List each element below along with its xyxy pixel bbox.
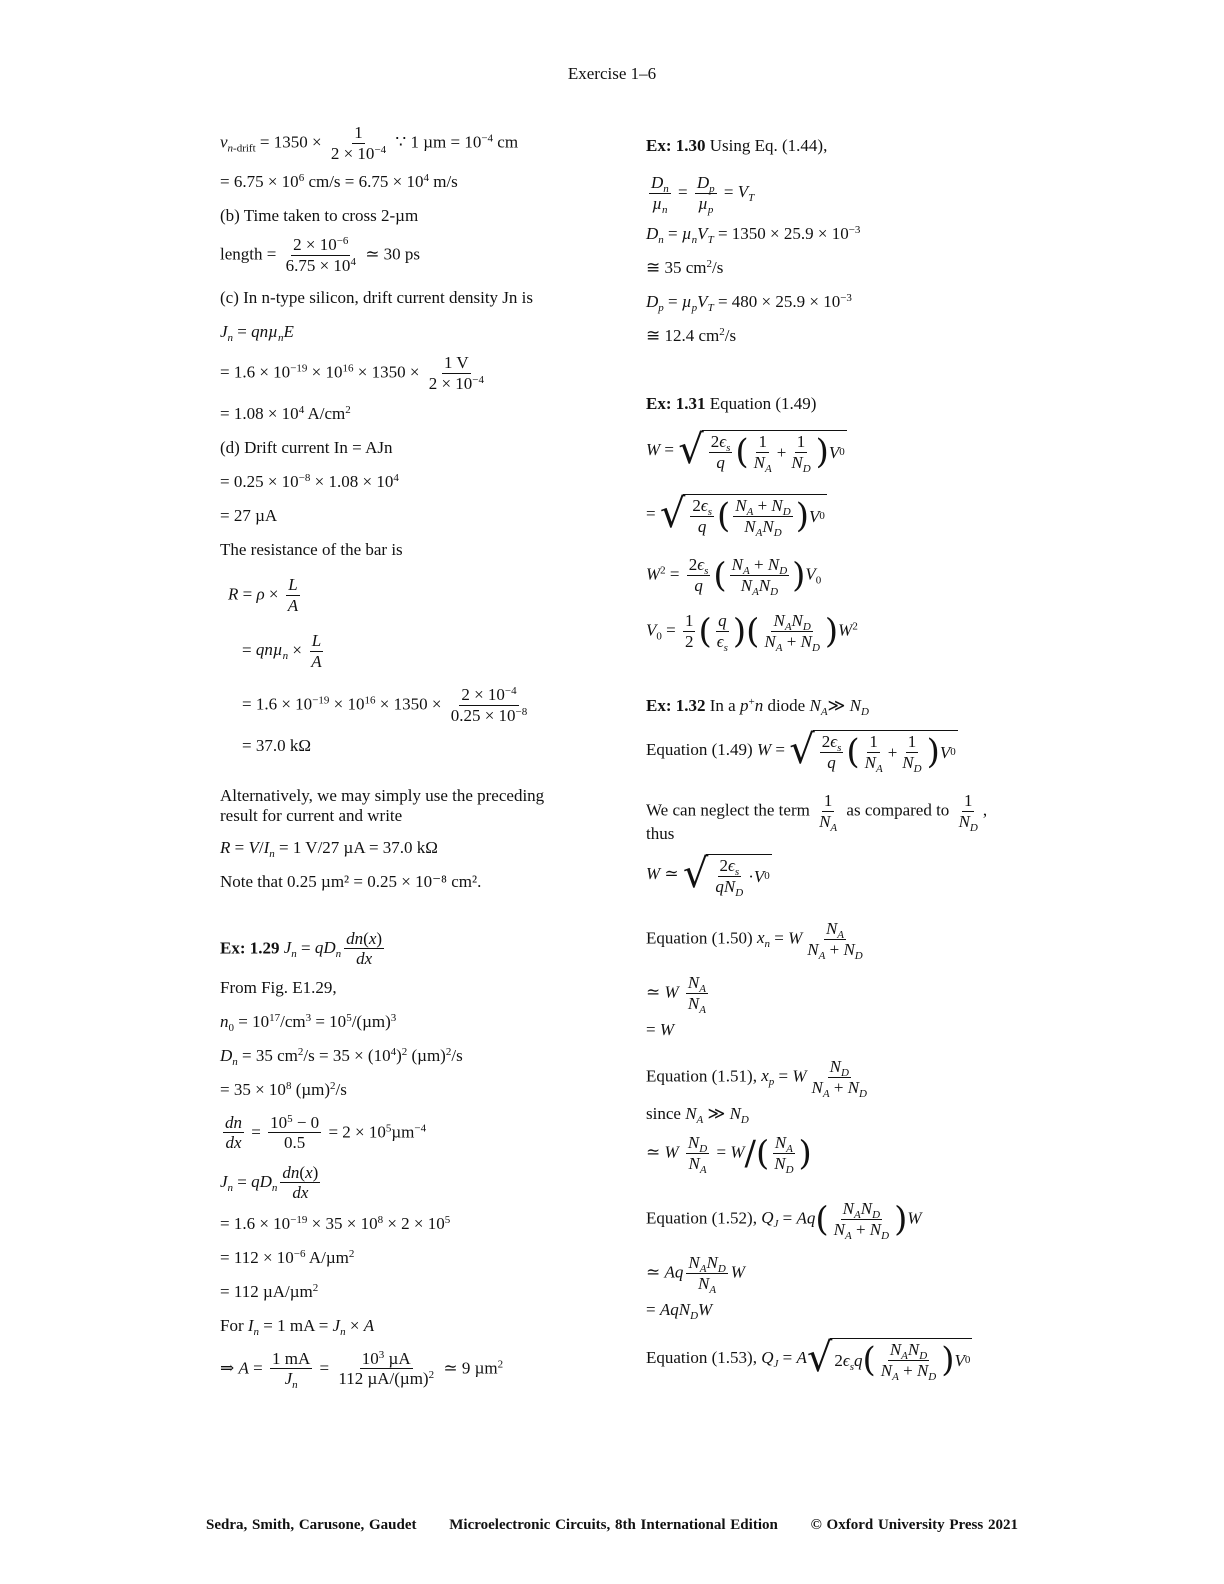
equation-w: W = √ $\frac{2\epsilon_s}{q}$ ( $\frac{1}{N_A}$ + $\frac{1}{N_D}$ ) V 0 [646, 427, 845, 475]
footer-book: Microelectronic Circuits, 8th International Edition [449, 1517, 778, 1533]
footer-publisher: © Oxford University Press 2021 [810, 1517, 1018, 1533]
ex-1-30-heading [646, 124, 1026, 174]
equation-dn-result: = $35 \times 10^8$ $(\mu m)^2/s$ [220, 1079, 347, 1099]
equation-jn-diffusion-value: = $1.6 \times 10^{-19} \times 35 \times 10^8 \times 2 \times 10^5$ [220, 1213, 451, 1233]
equation-length: length = $\frac{2 \times 10^{-6}}{6.75 \times 10^4}$ ≃ 30 ps [220, 235, 421, 275]
part-d-label: (d) Drift current In = AJn [220, 438, 393, 457]
ex-1-32-label: Ex: 1.32 [646, 696, 706, 715]
note-text: Note that 0.25 µm² = 0.25 × 10⁻⁸ cm². [220, 871, 482, 891]
equation-w-approx: W ≃ √ $\frac{2\epsilon_s}{qN_D}$ · V 0 [646, 851, 770, 899]
equation-w-squared: $W^2$ = $\frac{2\epsilon_s}{q}$ ( $\frac{N_A + N_D}{N_AN_D}$ )$V_0$ [646, 555, 822, 598]
ex-1-30-label: Ex: 1.30 [646, 136, 706, 155]
equation-jn-diffusion: $J_n = qD_n$ $\frac{dn(x)}{dx}$ [220, 1162, 319, 1203]
equation-qj-result: = AqN$_D$W [646, 1300, 713, 1322]
equation-qj-approx: ≃ Aq $\frac{N_AN_D}{N_A}$ W [646, 1253, 745, 1296]
equation-dp-approx: ≅ 12.4 $cm^2/s$ [646, 326, 737, 345]
since-line: since $N_A$ ≫ $N_D$ [646, 1104, 749, 1126]
equation-n0: $n_0 = 10^{17}/cm^3 = 10^5/(\mu m)^3$ [220, 1011, 397, 1034]
equation-gradient: $\frac{dn}{dx}$ = $\frac{10^5 - 0}{0.5}$ = $2 \times 10^5\mu m^{-4}$ [225, 1112, 427, 1153]
alternative-text-1: Alternatively, we may simply use the preceding [220, 786, 545, 805]
equation-v0: $V_0$ = $\frac{1}{2}$ ( $\frac{q}{\epsilon_s}$ )( $\frac{N_AN_D}{N_A + N_D}$ )$W^2$ [646, 611, 858, 654]
footer-authors: Sedra, Smith, Carusone, Gaudet [205, 1517, 417, 1533]
equation-area: ⇒ A = $\frac{1 mA}{J_n}$ = $\frac{10^3 \mu A}{112 \mu A/(\mu m)^2}$ ≃ 9 µm$^2$ [220, 1348, 504, 1392]
equation-dn: $D_n = 35$ $cm^2/s = 35 \times (10^4)^2$ $(\mu m)^2/s$ [220, 1045, 463, 1068]
equation-r-qn: = qnµ$_n$ × $\frac{L}{A}$ [242, 631, 322, 671]
left-column [220, 124, 620, 1400]
equation-v-drift: $v_{n-drift} = 1350$ × $\frac{1}{2 \times 10^{-4}}$ ∵ 1 $\mu m = 10^{-4}$ cm [220, 123, 519, 163]
footer [0, 1517, 1224, 1534]
equation-drift-result: = $6.75 \times 10^6$ $cm/s = 6.75 \times 10^4$ m/s [220, 172, 458, 191]
right-column [646, 124, 1026, 1392]
equation-dn-approx: ≅ 35 $cm^2/s$ [646, 258, 724, 277]
resistance-intro: The resistance of the bar is [220, 540, 403, 559]
ex-1-31-label: Ex: 1.31 [646, 394, 706, 413]
equation-1-53: Equation (1.53), $Q_J = A$ √ 2 $\epsilon_sq$ ( $\frac{N_AN_D}{N_A + N_D}$ ) V 0 [646, 1335, 971, 1383]
equation-r-value: = $1.6 \times 10^{-19} \times 10^{16} \times 1350$ × $\frac{2 \times 10^{-4}}{0.25 \times 10^{-8}}$ [242, 685, 528, 725]
equation-1-50: Equation (1.50) $x_n = W$ $\frac{N_A}{N_A + N_D}$ [646, 919, 863, 962]
equation-jn-value: = $1.6 \times 10^{-19} \times 10^{16} \times 1350$ × $\frac{1 V}{2 \times 10^{-4}}$ [220, 353, 484, 393]
part-c-label: (c) In n-type silicon, drift current density Jn is [220, 288, 534, 307]
equation-jn-diffusion-result-1: = $112 \times 10^{-6}$ A/µm$^2$ [220, 1247, 355, 1267]
ex-1-29-heading: Ex: 1.29 $J_n = qD_n$ $\frac{dn(x)}{dx}$ [220, 928, 383, 969]
equation-in-result: = 27 µA [220, 506, 278, 525]
equation-dp-vt: $D_p = \mu_pV_T = 480 \times 25.9 \times 10^{-3}$ [646, 292, 852, 314]
equation-jn-diffusion-result-2: = 112 µA/µm$^2$ [220, 1281, 319, 1301]
thus-text: thus [646, 824, 675, 843]
equation-1-52: Equation (1.52), $Q_J = Aq$( $\frac{N_AN_D}{N_A + N_D}$ )W [646, 1199, 922, 1242]
equation-r: R = ρ × $\frac{L}{A}$ [228, 575, 299, 615]
compared-text: as compared to [846, 800, 950, 820]
equation-xp-approx: ≃ W $\frac{N_D}{N_A}$ = W/( $\frac{N_A}{N_D}$ ) [646, 1133, 812, 1176]
equation-xn-result: = W [646, 1020, 675, 1039]
from-fig-text: From Fig. E1.29, [220, 977, 337, 997]
ex-1-30-text: Using Eq. (1.44), [709, 136, 828, 155]
equation-dn-vt: $D_n = \mu_nV_T = 1350 \times 25.9 \times 10^{-3}$ [646, 224, 861, 246]
ex-1-32-heading: Ex: 1.32 In a p+n diode $N_A≫$ $N_D$ [646, 696, 869, 718]
equation-jn-result: = $1.08 \times 10^4$ $A/cm^2$ [220, 404, 351, 423]
ex-1-31-heading [646, 394, 1026, 430]
equation-1-51: Equation (1.51), $x_p = W$ $\frac{N_D}{N_A + N_D}$ [646, 1057, 867, 1100]
equation-1-49: Equation (1.49) W = √ $\frac{2\epsilon_s}{q}$ ( $\frac{1}{N_A}$ + $\frac{1}{N_D}$ ) V 0 [646, 727, 956, 775]
neglect-line: We can neglect the term $\frac{1}{N_A}$ as compared to $\frac{1}{N_D}$ , [646, 791, 988, 834]
equation-xn-approx: ≃ W $\frac{N_A}{N_A}$ [646, 973, 706, 1016]
equation-for-in: For $I_n = 1$ mA = $J_n \times A$ [220, 1315, 375, 1338]
page-title: Exercise 1–6 [567, 64, 657, 83]
equation-r-result: = 37.0 kΩ [242, 736, 311, 755]
neglect-text: We can neglect the term [646, 800, 810, 820]
equation-jn: $J_n = qn\mu_nE$ [220, 322, 294, 344]
ex-1-31-text: Equation (1.49) [709, 394, 817, 413]
alternative-text-2: result for current and write [220, 805, 403, 825]
equation-r-alt: $R = V/I_n = 1$ V/27 µA = 37.0 kΩ [220, 837, 438, 860]
part-b-label: (b) Time taken to cross 2-µm [220, 206, 419, 225]
equation-einstein: $\frac{D_n}{\mu_n}$ = $\frac{D_p}{\mu_p}$ = $V_T$ [651, 173, 755, 216]
ex-1-29-label: Ex: 1.29 [220, 937, 280, 957]
equation-w-2: = √ $\frac{2\epsilon_s}{q}$ ( $\frac{N_A + N_D}{N_AN_D}$ ) V 0 [646, 491, 825, 539]
equation-in-value: = $0.25 \times 10^{-8} \times 1.08 \times 10^4$ [220, 472, 399, 491]
